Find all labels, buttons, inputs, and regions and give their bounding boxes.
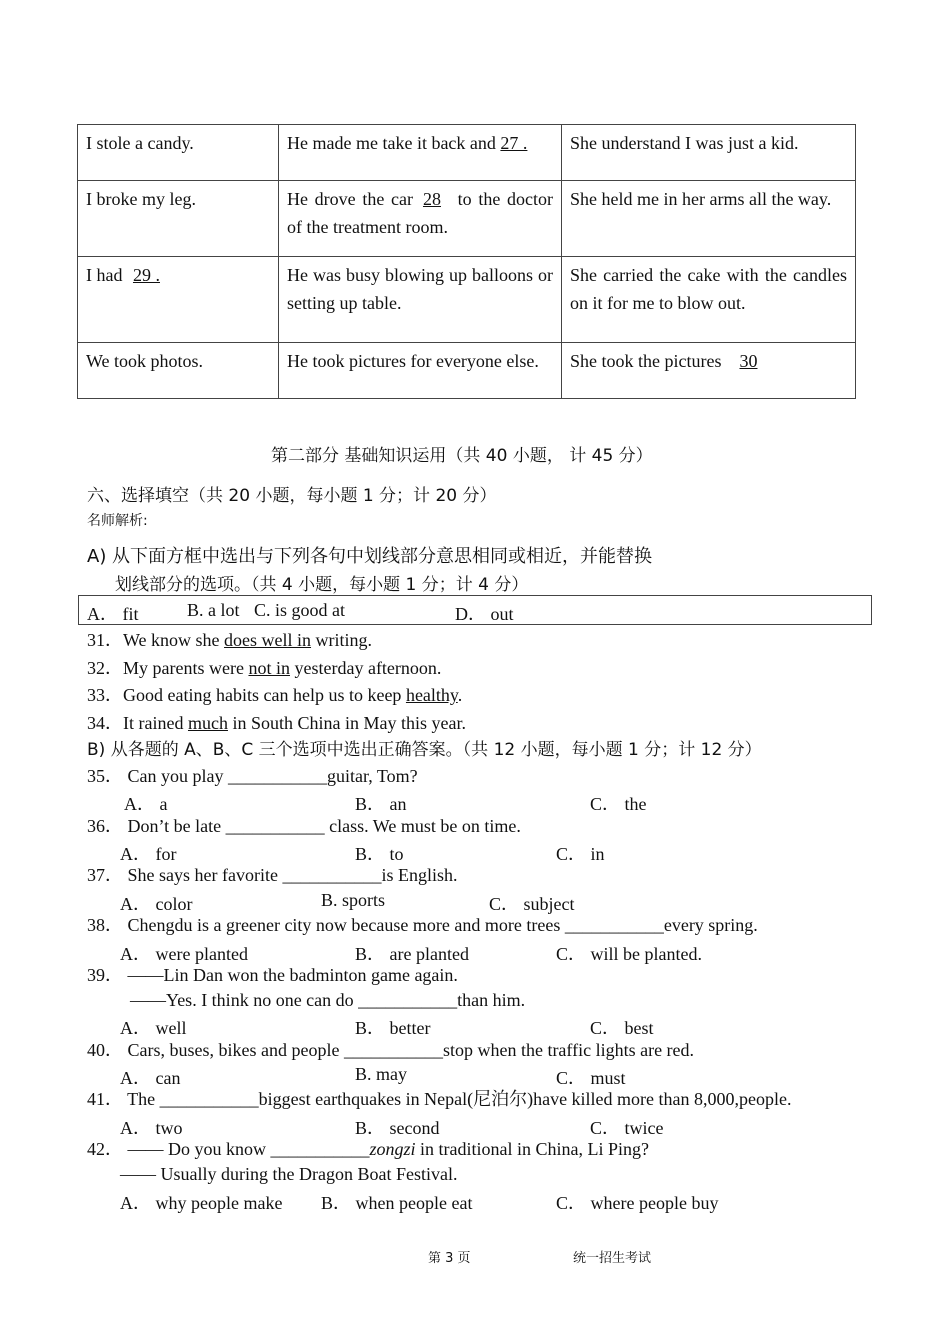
table-cell [562, 181, 856, 257]
question-number: 31． [87, 630, 123, 650]
option-a[interactable]: A． can [120, 1068, 181, 1088]
question-39: 39． ——Lin Dan won the badminton game again. [87, 965, 458, 985]
cell-text: She held me in her arms all the way. [570, 189, 832, 209]
blank-30: 30 [739, 351, 758, 371]
sectionB-title: B) 从各题的 A、B、C 三个选项中选出正确答案。（共 12 小题，每小题 1 分；计 12 分） [87, 740, 762, 760]
question-40: 40． Cars, buses, bikes and people ___________stop when the traffic lights are red. [87, 1040, 695, 1060]
blank-29: 29 . [132, 265, 160, 285]
question-39-response: ——Yes. I think no one can do ___________than him. [130, 990, 526, 1010]
table-cell [78, 343, 279, 399]
box-option-c: C. is good at [254, 600, 346, 620]
table-cell [78, 181, 279, 257]
page-number: 第 3 页 [428, 1251, 471, 1266]
sectionA-instruction-1: A) 从下面方框中选出与下列各句中划线部分意思相同或相近，并能替换 [87, 546, 653, 567]
question-text: yesterday afternoon. [289, 658, 442, 678]
box-option-d: D． out [455, 604, 514, 624]
italic-word: zongzi [369, 1139, 416, 1159]
option-a[interactable]: A． for [120, 844, 177, 864]
table-cell [562, 125, 856, 181]
cell-text: to the doctor of the treatment room. [287, 189, 553, 237]
question-41: 41． The ___________biggest earthquakes in Nepal(尼泊尔)have killed more than 8,000,people. [87, 1089, 792, 1109]
exam-name: 统一招生考试 [573, 1251, 652, 1266]
cell-text: He made me take it back and [287, 133, 501, 153]
question-number: 32． [87, 658, 123, 678]
question-37: 37． She says her favorite ___________is English. [87, 865, 458, 885]
part2-title: 第二部分 基础知识运用（共 40 小题， 计 45 分） [271, 446, 653, 466]
blank-27: 27 . [500, 133, 528, 153]
option-c[interactable]: C． where people buy [556, 1193, 719, 1213]
blank-28: 28 [422, 189, 441, 209]
underlined-phrase: not in [248, 658, 290, 678]
option-a[interactable]: A． color [120, 894, 193, 914]
underlined-phrase: much [187, 713, 228, 733]
cell-text: We took photos. [86, 351, 204, 371]
question-number: 33． [87, 685, 123, 705]
cell-text: He took pictures for everyone else. [287, 351, 539, 371]
question-31 [87, 628, 372, 653]
question-42-response: —— Usually during the Dragon Boat Festival. [120, 1164, 458, 1184]
option-a[interactable]: A． a [124, 794, 168, 814]
cell-text: She took the pictures [570, 351, 722, 371]
question-35: 35． Can you play ___________guitar, Tom? [87, 766, 418, 786]
option-b[interactable]: B． better [355, 1018, 431, 1038]
question-38: 38． Chengdu is a greener city now because more and more trees ___________every spring. [87, 915, 758, 935]
table-row [78, 125, 856, 181]
teacher-note: 名师解析: [87, 513, 148, 529]
box-option-a: A． fit [87, 604, 139, 624]
table-cell [279, 343, 562, 399]
table-cell [279, 125, 562, 181]
option-b[interactable]: B． an [355, 794, 407, 814]
question-text: It rained [123, 713, 188, 733]
option-a[interactable]: A． two [120, 1118, 183, 1138]
option-b[interactable]: B. sports [321, 890, 386, 910]
option-b[interactable]: B． second [355, 1118, 440, 1138]
option-c[interactable]: C． in [556, 844, 605, 864]
table-cell [279, 181, 562, 257]
question-text: . [457, 685, 463, 705]
option-a[interactable]: A． were planted [120, 944, 248, 964]
answer-table [77, 124, 856, 399]
sectionA-instruction-2: 划线部分的选项。（共 4 小题，每小题 1 分；计 4 分） [115, 575, 529, 595]
cell-text: I stole a candy. [86, 133, 194, 153]
question-text: Good eating habits can help us to keep [123, 685, 406, 705]
option-c[interactable]: C． must [556, 1068, 626, 1088]
table-cell [78, 257, 279, 343]
table-row [78, 343, 856, 399]
cell-text: He was busy blowing up balloons or setting up table. [287, 265, 553, 313]
box-option-b: B. a lot [187, 600, 240, 620]
option-c[interactable]: C． subject [489, 894, 575, 914]
question-text: We know she [123, 630, 225, 650]
table-cell [562, 257, 856, 343]
option-c[interactable]: C． best [590, 1018, 654, 1038]
options-box [78, 595, 872, 625]
option-a[interactable]: A． well [120, 1018, 187, 1038]
table-cell [78, 125, 279, 181]
table-cell [562, 343, 856, 399]
option-c[interactable]: C． will be planted. [556, 944, 702, 964]
section6-title: 六、选择填空（共 20 小题，每小题 1 分；计 20 分） [87, 486, 497, 506]
cell-text: She carried the cake with the candles on it for me to blow out. [570, 265, 847, 313]
option-b[interactable]: B． are planted [355, 944, 469, 964]
cell-text: I broke my leg. [86, 189, 196, 209]
table-row [78, 181, 856, 257]
question-33 [87, 683, 462, 708]
cell-text: I had [86, 265, 127, 285]
option-b[interactable]: B． when people eat [321, 1193, 473, 1213]
cell-text: He drove the car [287, 189, 413, 209]
option-a[interactable]: A． why people make [120, 1193, 283, 1213]
question-text: in traditional in China, Li Ping? [415, 1139, 649, 1159]
question-42 [87, 1137, 649, 1162]
option-c[interactable]: C． the [590, 794, 647, 814]
question-number: 34． [87, 713, 123, 733]
question-text: in South China in May this year. [227, 713, 466, 733]
question-32 [87, 656, 441, 681]
option-b[interactable]: B． to [355, 844, 404, 864]
option-c[interactable]: C． twice [590, 1118, 664, 1138]
option-b[interactable]: B. may [355, 1064, 407, 1084]
question-text: writing. [311, 630, 373, 650]
question-text: 42． —— Do you know ___________ [87, 1139, 370, 1159]
underlined-phrase: healthy [405, 685, 458, 705]
table-row [78, 257, 856, 343]
table-cell [279, 257, 562, 343]
underlined-phrase: does well in [224, 630, 312, 650]
question-36: 36． Don’t be late ___________ class. We must be on time. [87, 816, 521, 836]
question-34 [87, 711, 466, 736]
question-text: My parents were [123, 658, 249, 678]
cell-text: She understand I was just a kid. [570, 133, 799, 153]
